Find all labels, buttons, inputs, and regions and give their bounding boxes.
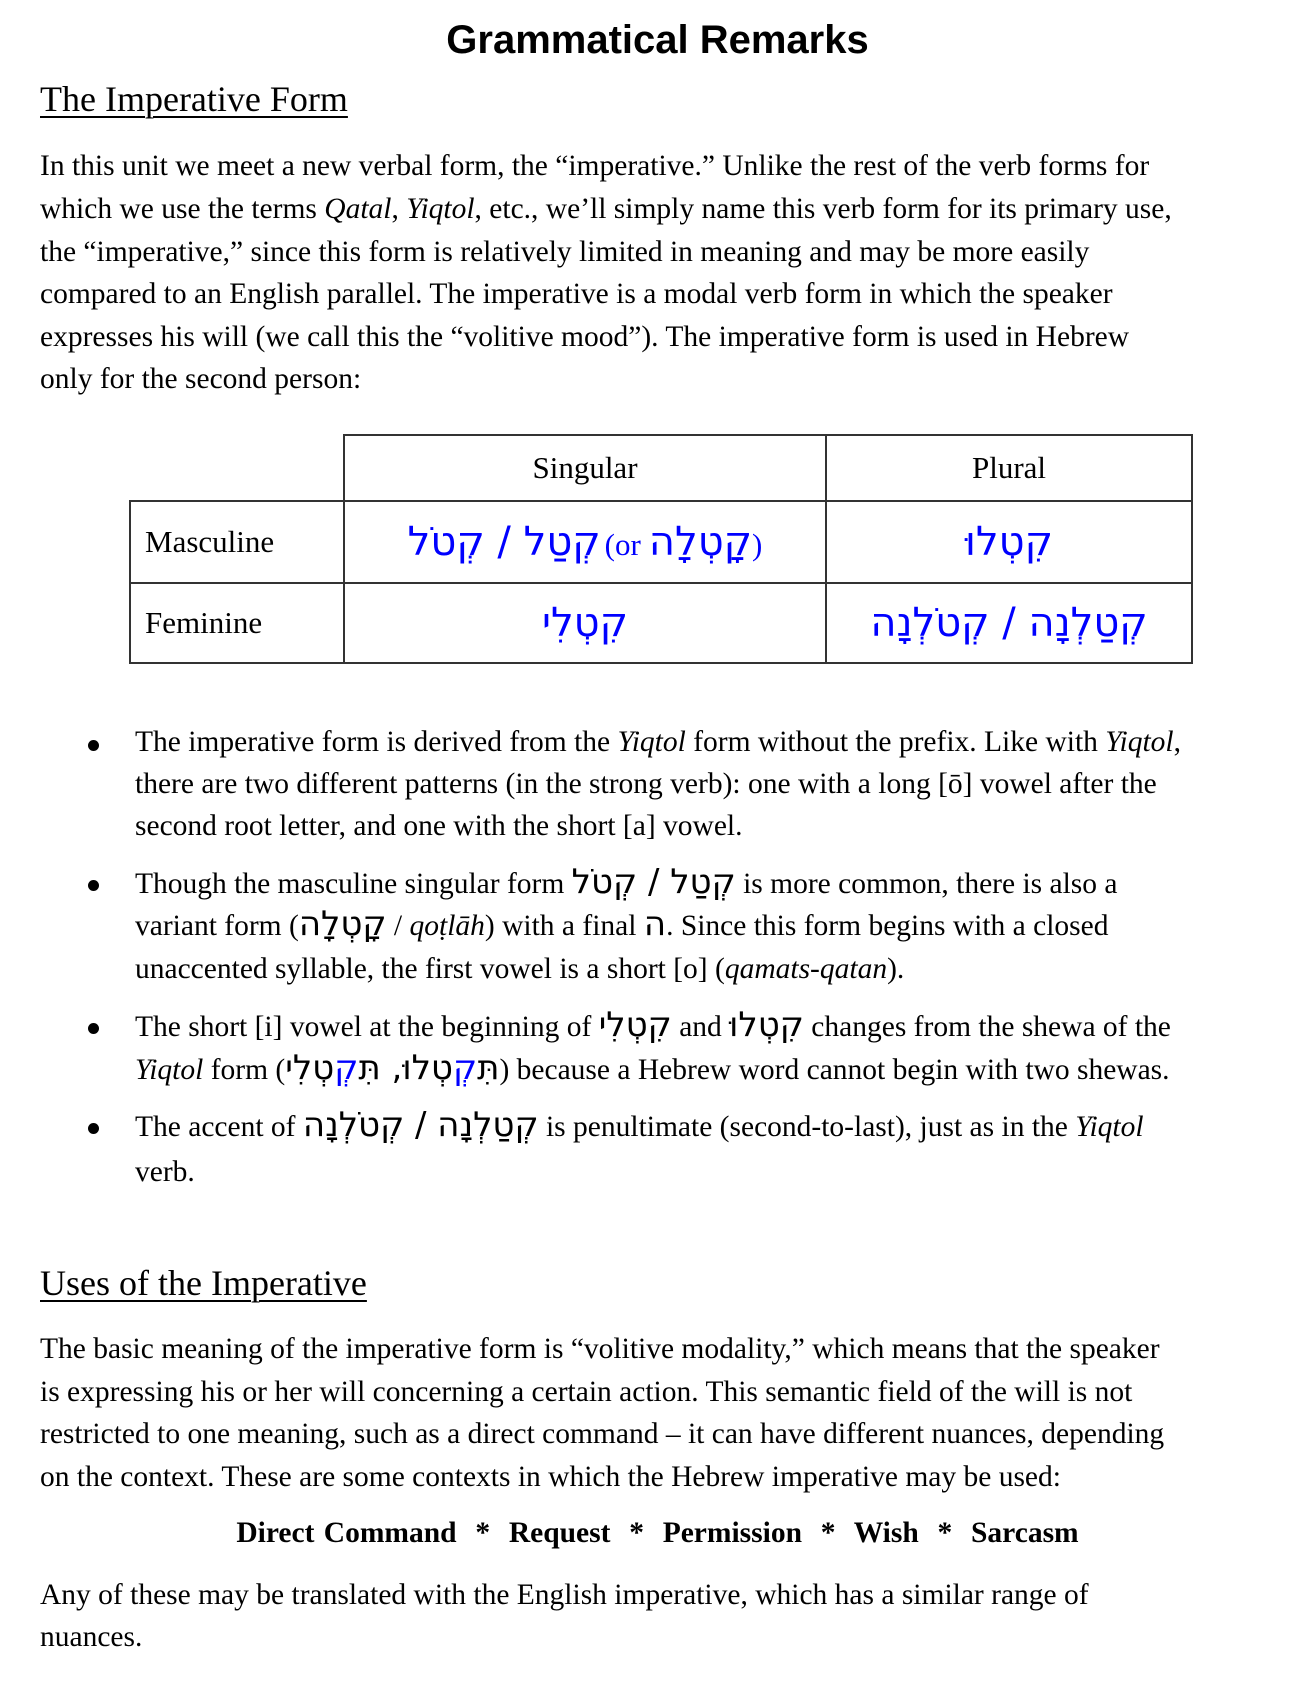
bullet-1-line-1 [135, 724, 1181, 760]
suffix: טְלוּ [402, 1048, 453, 1088]
text: form without the prefix. Like with [685, 726, 1106, 758]
or-open: (or [604, 527, 641, 562]
term-qamats-qatan: qamats-qatan [724, 953, 888, 985]
text: The accent of [135, 1111, 303, 1143]
prefix: תִּ [477, 1048, 500, 1088]
uses-line-2: is expressing his or her will concerning a certain action. This semantic field of the will is not [40, 1376, 1133, 1408]
intro-line-4 [40, 276, 1113, 312]
text: variant form ( [135, 910, 299, 942]
text: the “imperative,” since this form is relatively limited in meaning and may be more easily [40, 236, 1090, 268]
uses-line-4: on the context. These are some contexts in which the Hebrew imperative may be used: [40, 1461, 1061, 1493]
term-yiqtol: Yiqtol [1105, 726, 1174, 758]
context-direct-command: Direct Command [236, 1517, 457, 1549]
hebrew-ms-forms: קְטַל / קְטֹל [407, 519, 601, 565]
bullet-4-line-2: verb. [135, 1156, 195, 1188]
imperative-contexts-list [0, 1517, 1315, 1550]
text: ) because a Hebrew word cannot begin with two shewas. [499, 1054, 1170, 1086]
hebrew-fs-form: קִטְלִי [542, 600, 628, 646]
term-yiqtol: Yiqtol [135, 1054, 204, 1086]
bullet-icon [88, 740, 99, 751]
bullet-icon [88, 1023, 99, 1034]
bullet-2-line-2 [135, 906, 1109, 944]
text: , etc., we’ll simply name this verb form for its primary use, [474, 193, 1172, 225]
text: The short [i] vowel at the beginning of [135, 1011, 599, 1043]
bullet-2-line-1 [135, 864, 1118, 902]
bullet-3-line-1 [135, 1007, 1171, 1045]
hebrew-yiqtol-forms [285, 1048, 499, 1088]
cell-feminine-singular [344, 583, 826, 663]
text: compared to an English parallel. The imperative is a modal verb form in which the speaker [40, 278, 1113, 310]
table-row-feminine [130, 583, 1192, 663]
term-yiqtol: Yiqtol [617, 726, 686, 758]
bullet-1-line-3: second root letter, and one with the short [a] vowel. [135, 810, 743, 842]
closing-line-2: nuances. [40, 1621, 143, 1653]
cell-masculine-plural [826, 501, 1192, 583]
highlighted-letter: קְ [334, 1048, 359, 1088]
separator: * [475, 1517, 491, 1549]
imperative-forms-table [129, 434, 1193, 664]
prefix: תִּ [358, 1048, 381, 1088]
hebrew-yiqtol-mp [402, 1048, 499, 1088]
hebrew-mp-form: קִטְלוּ [965, 519, 1053, 565]
bullet-4-line-1 [135, 1107, 1144, 1145]
intro-line-1 [40, 148, 1149, 184]
context-wish: Wish [853, 1517, 919, 1549]
separator: , [380, 1048, 403, 1088]
transliteration: qoṭlāh [409, 910, 485, 942]
text: expresses his will (we call this the “volitive mood”). The imperative form is used in Hebrew [40, 321, 1130, 353]
text: , [391, 193, 407, 225]
hebrew-ms-forms: קְטַל / קְטֹל [571, 862, 736, 902]
bullet-3-line-2 [135, 1050, 1170, 1088]
cell-feminine-plural [826, 583, 1192, 663]
col-header-plural: Plural [826, 435, 1192, 501]
hebrew-fp-forms: קְטַלְנָה / קְטֹלְנָה [870, 600, 1148, 646]
bullet-icon [88, 880, 99, 891]
text: ) with a final [484, 910, 644, 942]
cell-masculine-singular [344, 501, 826, 583]
text: is penultimate (second-to-last), just as in the [538, 1111, 1076, 1143]
text: . Since this form begins with a closed [666, 910, 1109, 942]
row-label-feminine: Feminine [130, 583, 344, 663]
text: , [1173, 726, 1181, 758]
uses-line-1: The basic meaning of the imperative form is “volitive modality,” which means that the speaker [40, 1333, 1160, 1365]
term-qatal: Qatal [324, 193, 392, 225]
highlighted-letter: קְ [452, 1048, 478, 1088]
bullet-icon [88, 1123, 99, 1134]
hebrew-fs-form: קִטְלִי [598, 1005, 672, 1045]
text: In this unit we meet a new verbal form, the “imperative.” Unlike the rest of the verb forms for [40, 150, 1150, 182]
intro-line-2 [40, 191, 1172, 227]
context-permission: Permission [662, 1517, 802, 1549]
or-close: ) [752, 527, 763, 562]
hebrew-fp-forms: קְטַלְנָה / קְטֹלְנָה [302, 1105, 539, 1145]
text: ). [887, 953, 905, 985]
term-yiqtol: Yiqtol [1075, 1111, 1144, 1143]
page-title: Grammatical Remarks [446, 18, 869, 62]
hebrew-mp-form: קִטְלוּ [729, 1005, 804, 1045]
text: which we use the terms [40, 193, 325, 225]
intro-line-5 [40, 319, 1129, 355]
text: only for the second person: [40, 363, 362, 395]
text: and [671, 1011, 730, 1043]
bullet-1-line-2: there are two different patterns (in the strong verb): one with a long [ō] vowel after the [135, 768, 1157, 800]
separator: * [629, 1517, 644, 1549]
hebrew-ms-variant: קָטְלָה [648, 519, 753, 565]
row-label-masculine: Masculine [130, 501, 344, 583]
context-sarcasm: Sarcasm [971, 1517, 1079, 1549]
text: The imperative form is derived from the [135, 726, 618, 758]
uses-line-3: restricted to one meaning, such as a direct command – it can have different nuances, depending [40, 1418, 1165, 1450]
col-header-singular: Singular [344, 435, 826, 501]
text: changes from the shewa of the [803, 1011, 1171, 1043]
term-yiqtol: Yiqtol [406, 193, 475, 225]
text: / [386, 910, 410, 942]
hebrew-yiqtol-fs [285, 1048, 380, 1088]
table-row-masculine [130, 501, 1192, 583]
section-heading-uses: Uses of the Imperative [40, 1263, 367, 1303]
separator: * [820, 1517, 836, 1549]
text: Though the masculine singular form [135, 868, 572, 900]
hebrew-ms-variant: קָטְלָה [298, 904, 387, 944]
closing-line-1: Any of these may be translated with the English imperative, which has a similar range of [40, 1579, 1089, 1611]
table-corner [130, 435, 344, 501]
hebrew-he-letter: ה [643, 904, 667, 944]
context-request: Request [508, 1517, 611, 1549]
intro-line-6 [40, 361, 361, 397]
separator: * [937, 1517, 953, 1549]
text: unaccented syllable, the first vowel is a short [o] ( [135, 953, 725, 985]
intro-line-3 [40, 234, 1089, 270]
suffix: טְלִי [285, 1048, 335, 1088]
bullet-2-line-3 [135, 951, 904, 987]
text: is more common, there is also a [735, 868, 1118, 900]
section-heading-imperative-form: The Imperative Form [40, 79, 348, 119]
text: form ( [203, 1054, 286, 1086]
